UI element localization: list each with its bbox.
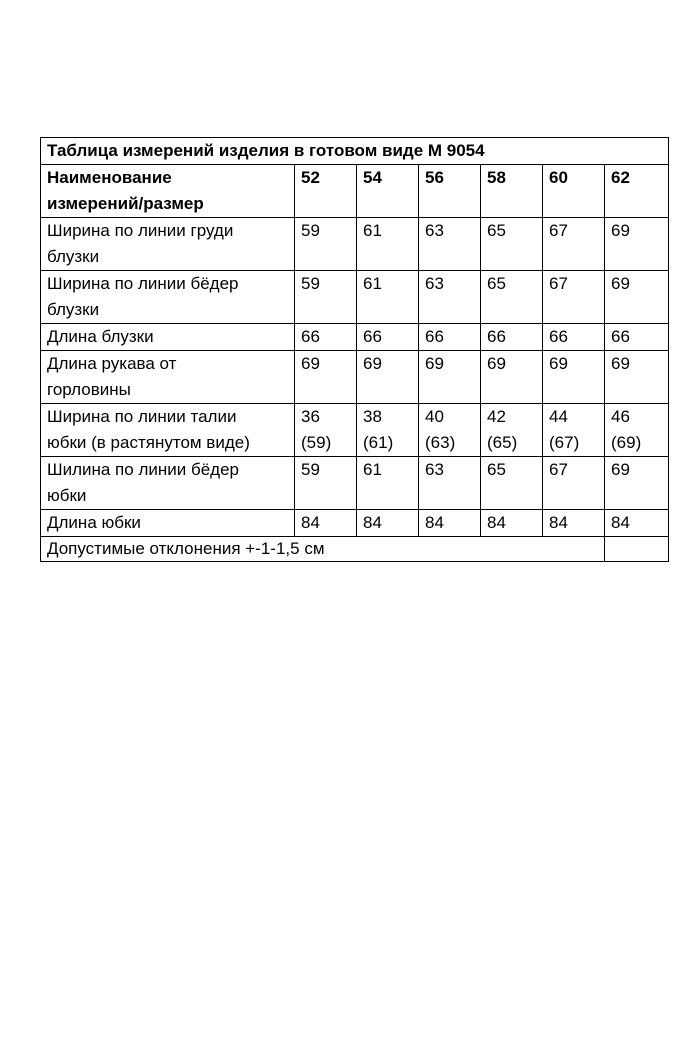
- measurement-value: 42: [487, 407, 506, 426]
- measurement-value: 38: [363, 407, 382, 426]
- header-row: [41, 165, 669, 218]
- measurement-name-line: блузки: [47, 247, 100, 266]
- measurement-value-cell: [481, 324, 543, 351]
- measurement-value: 63: [425, 274, 444, 293]
- size-header-cell: 52: [295, 165, 357, 218]
- measurement-value: 59: [301, 274, 320, 293]
- measurement-value: 40: [425, 407, 444, 426]
- tolerance-note: Допустимые отклонения +-1-1,5 см: [41, 537, 605, 562]
- table-row: [41, 457, 669, 510]
- measurement-name-line: горловины: [47, 380, 131, 399]
- measurement-value-cell: [357, 404, 419, 457]
- measurement-value-cell: [481, 404, 543, 457]
- measurement-value-cell: [605, 324, 669, 351]
- measurement-value: 65: [487, 460, 506, 479]
- header-label-line: измерений/размер: [47, 194, 204, 213]
- measurement-name-line: юбки (в растянутом виде): [47, 433, 250, 452]
- measurement-value: 84: [611, 513, 630, 532]
- measurement-value-cell: [357, 271, 419, 324]
- table-title: Таблица измерений изделия в готовом виде М 9054: [41, 138, 669, 165]
- measurement-value-cell: [357, 324, 419, 351]
- measurement-value: 84: [487, 513, 506, 532]
- measurement-value-cell: [481, 457, 543, 510]
- measurement-value: 69: [363, 354, 382, 373]
- measurement-value: 46: [611, 407, 630, 426]
- measurement-value-cell: [605, 404, 669, 457]
- measurement-value: 65: [487, 221, 506, 240]
- measurement-value-cell: [543, 457, 605, 510]
- size-header-cell: 54: [357, 165, 419, 218]
- measurement-value: 36: [301, 407, 320, 426]
- measurement-table: [40, 137, 669, 562]
- measurement-name-line: Ширина по линии бёдер: [47, 274, 239, 293]
- measurement-name-cell: [41, 510, 295, 537]
- measurement-value-cell: [295, 404, 357, 457]
- measurement-value: 63: [425, 221, 444, 240]
- measurement-value-cell: [295, 510, 357, 537]
- measurement-value: (63): [425, 433, 456, 452]
- measurement-value: 69: [425, 354, 444, 373]
- measurement-value-cell: [419, 404, 481, 457]
- measurement-value-cell: [481, 218, 543, 271]
- measurement-value: (65): [487, 433, 518, 452]
- size-header-cell: 62: [605, 165, 669, 218]
- measurement-value: 69: [611, 354, 630, 373]
- measurement-name-cell: [41, 271, 295, 324]
- measurement-value: (67): [549, 433, 580, 452]
- measurement-value-cell: [481, 271, 543, 324]
- measurement-value: 69: [301, 354, 320, 373]
- measurement-name-line: Длина блузки: [47, 327, 154, 346]
- measurement-value: 66: [611, 327, 630, 346]
- measurement-value: 67: [549, 460, 568, 479]
- measurement-value-cell: [605, 510, 669, 537]
- size-header-cell: 58: [481, 165, 543, 218]
- table-row: [41, 351, 669, 404]
- table-row: [41, 510, 669, 537]
- measurement-value-cell: [419, 324, 481, 351]
- measurement-value: 44: [549, 407, 568, 426]
- empty-cell: [605, 537, 669, 562]
- header-label-cell: [41, 165, 295, 218]
- measurement-value-cell: [295, 218, 357, 271]
- measurement-value-cell: [543, 324, 605, 351]
- measurement-value-cell: [481, 351, 543, 404]
- measurement-value-cell: [543, 351, 605, 404]
- measurement-value: 84: [363, 513, 382, 532]
- measurement-value: 66: [301, 327, 320, 346]
- measurement-value-cell: [295, 324, 357, 351]
- measurement-value-cell: [605, 271, 669, 324]
- measurement-name-cell: [41, 351, 295, 404]
- table-row: [41, 271, 669, 324]
- measurement-name-line: Ширина по линии талии: [47, 407, 237, 426]
- measurement-value: 67: [549, 221, 568, 240]
- measurement-value-cell: [295, 271, 357, 324]
- measurement-value: 69: [549, 354, 568, 373]
- measurement-name-line: Ширина по линии груди: [47, 221, 234, 240]
- measurement-value: 84: [425, 513, 444, 532]
- measurement-value: 69: [611, 460, 630, 479]
- measurement-value-cell: [543, 218, 605, 271]
- measurement-value-cell: [419, 351, 481, 404]
- measurement-value: 61: [363, 274, 382, 293]
- measurement-value: 61: [363, 460, 382, 479]
- measurement-name-cell: [41, 404, 295, 457]
- measurement-value: 69: [611, 221, 630, 240]
- measurement-value-cell: [543, 510, 605, 537]
- measurement-value: 61: [363, 221, 382, 240]
- note-row: [41, 537, 669, 562]
- measurement-value-cell: [543, 271, 605, 324]
- measurement-value: 59: [301, 221, 320, 240]
- table-row: [41, 324, 669, 351]
- measurement-value: 66: [487, 327, 506, 346]
- measurement-value: (61): [363, 433, 394, 452]
- measurement-name-cell: [41, 457, 295, 510]
- measurement-value-cell: [605, 351, 669, 404]
- table-row: [41, 218, 669, 271]
- measurement-value-cell: [295, 351, 357, 404]
- measurement-value-cell: [605, 218, 669, 271]
- measurement-value-cell: [419, 457, 481, 510]
- measurement-value-cell: [419, 271, 481, 324]
- measurement-value-cell: [419, 218, 481, 271]
- measurement-name-cell: [41, 324, 295, 351]
- measurement-value-cell: [481, 510, 543, 537]
- size-header-cell: 60: [543, 165, 605, 218]
- measurement-value-cell: [605, 457, 669, 510]
- measurement-value-cell: [357, 351, 419, 404]
- measurement-value: 65: [487, 274, 506, 293]
- measurement-value: 66: [549, 327, 568, 346]
- measurement-name-line: блузки: [47, 300, 100, 319]
- measurement-value: (69): [611, 433, 642, 452]
- measurement-value: (59): [301, 433, 332, 452]
- measurement-value: 67: [549, 274, 568, 293]
- measurement-name-line: Шилина по линии бёдер: [47, 460, 239, 479]
- measurement-value: 59: [301, 460, 320, 479]
- measurement-name-line: Длина рукава от: [47, 354, 177, 373]
- measurement-value: 84: [301, 513, 320, 532]
- measurement-value: 66: [363, 327, 382, 346]
- measurement-name-line: Длина юбки: [47, 513, 141, 532]
- measurement-value-cell: [357, 510, 419, 537]
- measurement-value-cell: [543, 404, 605, 457]
- measurement-value: 84: [549, 513, 568, 532]
- measurement-value-cell: [295, 457, 357, 510]
- size-header-cell: 56: [419, 165, 481, 218]
- measurement-name-line: юбки: [47, 486, 87, 505]
- measurement-value-cell: [357, 218, 419, 271]
- measurement-value-cell: [357, 457, 419, 510]
- measurement-value: 69: [487, 354, 506, 373]
- measurement-name-cell: [41, 218, 295, 271]
- measurement-value: 66: [425, 327, 444, 346]
- header-label-line: Наименование: [47, 168, 172, 187]
- measurement-value: 63: [425, 460, 444, 479]
- measurement-value-cell: [419, 510, 481, 537]
- measurement-value: 69: [611, 274, 630, 293]
- table-row: [41, 404, 669, 457]
